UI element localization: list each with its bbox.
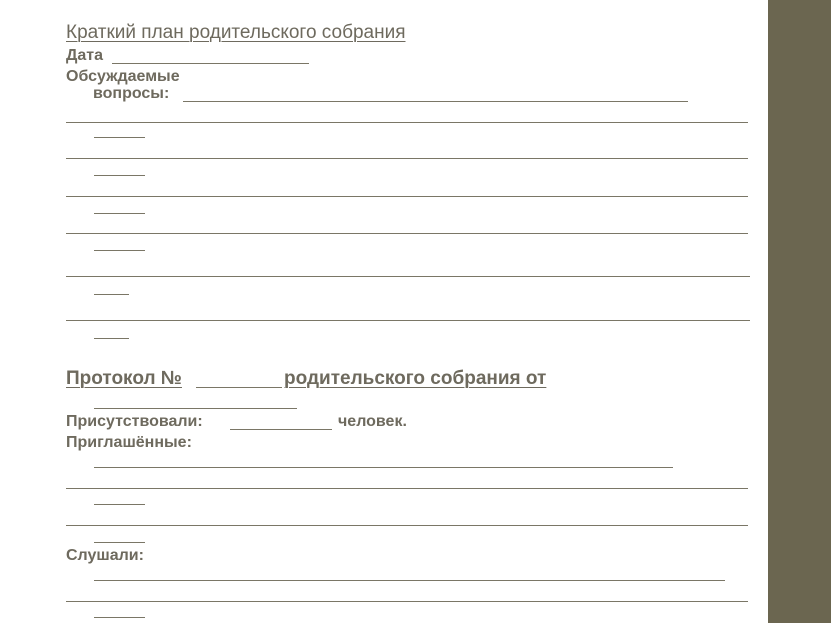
protocol-number-blank[interactable] [196,387,282,388]
plan-title-text: Краткий план родительского собрания [66,22,406,43]
heard-line-1-tail[interactable] [94,617,145,618]
answer-line-3[interactable] [66,196,748,197]
answer-line-1[interactable] [66,122,748,123]
answer-line-6[interactable] [66,320,750,321]
people-label: человек. [338,413,407,430]
invited-blank-line[interactable] [94,467,673,468]
heard-blank-line[interactable] [94,580,725,581]
protocol-date-blank[interactable] [94,408,297,409]
present-label: Присутствовали: [66,413,203,430]
plan-title [66,22,406,44]
protocol-title-part2: родительского собрания от [284,368,547,389]
discussed-blank-line[interactable] [183,101,688,102]
answer-line-2-tail[interactable] [94,175,145,176]
protocol-title-part1: Протокол № [66,368,182,389]
answer-line-5-tail[interactable] [94,294,129,295]
answer-line-5[interactable] [66,276,750,277]
answer-line-4[interactable] [66,233,748,234]
discussed-label-line1: Обсуждаемые [66,68,180,85]
invited-label: Приглашённые: [66,434,192,451]
sidebar-decor-bar [768,0,831,623]
date-blank-line[interactable] [112,63,309,64]
invited-line-1[interactable] [66,488,748,489]
invited-line-1-tail[interactable] [94,504,145,505]
answer-line-3-tail[interactable] [94,213,145,214]
answer-line-2[interactable] [66,158,748,159]
answer-line-4-tail[interactable] [94,250,145,251]
heard-label: Слушали: [66,547,144,564]
answer-line-6-tail[interactable] [94,338,129,339]
invited-line-2[interactable] [66,525,748,526]
answer-line-1-tail[interactable] [94,137,145,138]
date-label: Дата [66,47,104,64]
heard-line-1[interactable] [66,601,748,602]
discussed-label-line2: вопросы: [93,85,170,102]
present-count-blank[interactable] [230,429,332,430]
invited-line-2-tail[interactable] [94,542,145,543]
